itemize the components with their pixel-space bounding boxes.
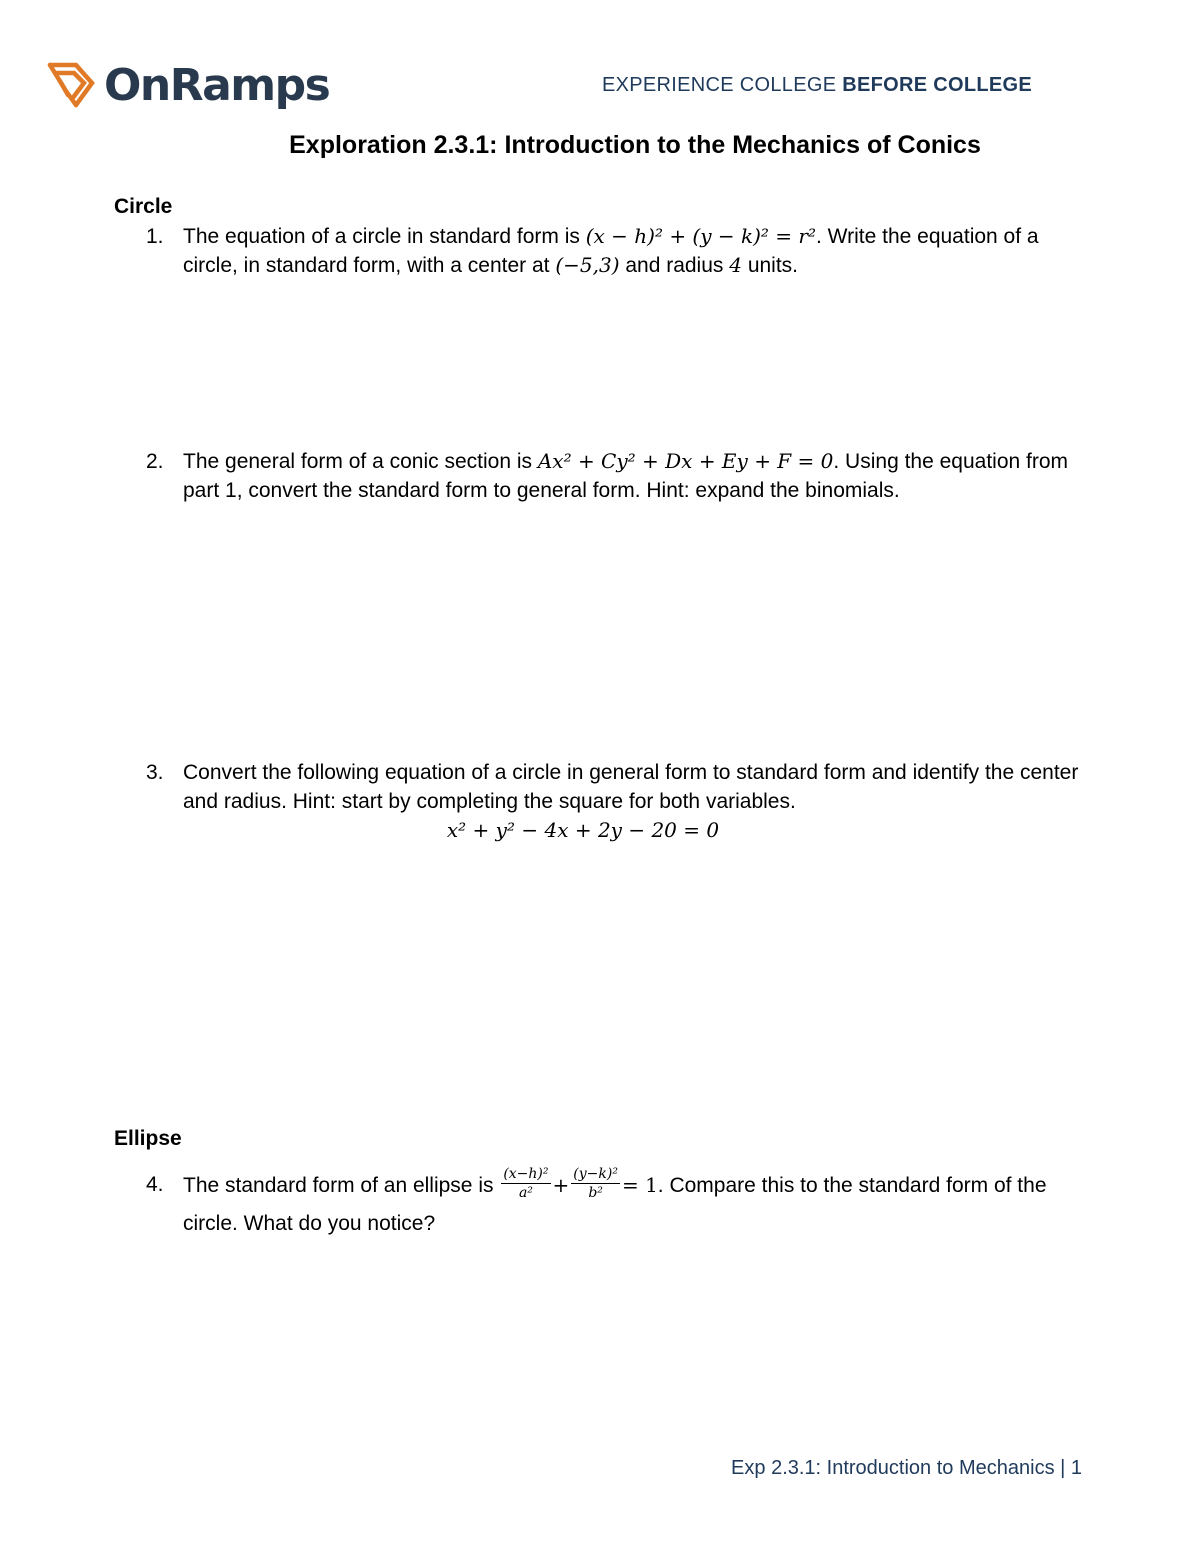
question-3 [146, 758, 1086, 845]
math-expression: 4 [729, 253, 742, 277]
onramps-logo [46, 50, 329, 120]
fraction [501, 1165, 550, 1202]
question-text: The standard form of an ellipse is [183, 1174, 500, 1197]
math-expression: (−5,3) [555, 253, 620, 277]
fraction-denominator: a² [518, 1184, 533, 1201]
question-number: 2. [146, 450, 164, 473]
tagline-bold: BEFORE COLLEGE [842, 74, 1032, 96]
question-body [183, 1166, 1086, 1243]
page-title: Exploration 2.3.1: Introduction to the Mechanics of Conics [289, 131, 981, 159]
math-expression: = 1 [621, 1173, 658, 1197]
tagline-regular: EXPERIENCE COLLEGE [601, 74, 843, 96]
section-heading-ellipse: Ellipse [114, 1127, 182, 1150]
tagline [602, 74, 1032, 97]
question-number: 3. [146, 761, 164, 784]
question-number: 4. [146, 1173, 164, 1196]
fraction-numerator: (x−h)² [503, 1165, 549, 1182]
logo-text: OnRamps [104, 59, 330, 111]
question-text: . Compare this to the standard form of the circle. What do you notice? [183, 1174, 1047, 1235]
section-heading-circle: Circle [114, 195, 173, 218]
question-text: . Write the equation of a circle, in standard form, with a center at [183, 225, 1039, 277]
question-text: and radius [619, 254, 730, 277]
math-equation: x² + y² − 4x + 2y − 20 = 0 [446, 818, 720, 842]
fraction-numerator: (y−k)² [573, 1165, 618, 1182]
question-text: . Using the equation from part 1, convert the standard form to general form. Hint: expand the binomials. [183, 450, 1069, 502]
question-number: 1. [146, 225, 164, 248]
math-expression: (x − h)² + (y − k)² = r² [585, 224, 816, 248]
fraction-denominator: b² [588, 1184, 603, 1201]
question-4 [146, 1166, 1086, 1243]
question-body [183, 222, 1086, 280]
question-text: The equation of a circle in standard form is [183, 225, 586, 248]
question-2 [146, 447, 1086, 505]
question-1 [146, 222, 1086, 280]
question-text: units. [741, 254, 799, 277]
fraction [571, 1165, 620, 1202]
math-expression: Ax² + Cy² + Dx + Ey + F = 0 [537, 449, 834, 473]
page-footer: Exp 2.3.1: Introduction to Mechanics | 1 [731, 1457, 1082, 1479]
question-body [183, 447, 1086, 505]
question-text: The general form of a conic section is [183, 450, 538, 473]
question-body: Convert the following equation of a circle in general form to standard form and identify the center and radius. Hint: start by completing the square for both variables. [183, 761, 1079, 813]
plus-sign: + [552, 1173, 570, 1197]
onramps-logo-icon [46, 55, 100, 115]
